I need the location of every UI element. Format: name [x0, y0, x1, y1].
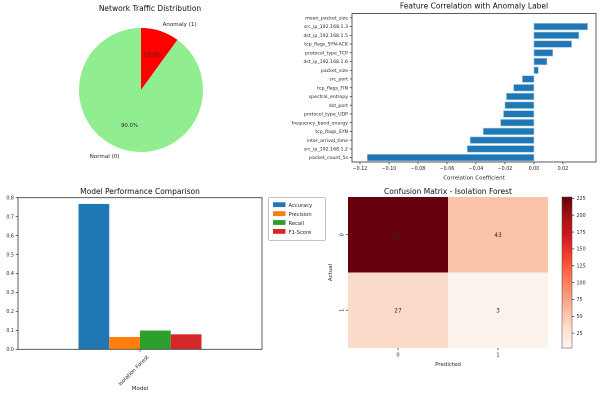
ytick-label: 0.6: [6, 234, 14, 240]
cm-xtick-label: 0: [396, 352, 400, 359]
corr-bar-protocol_type_TCP: [534, 50, 553, 57]
ytick-label-src_ip_192.168.1.2: src_ip_192.168.1.2: [303, 147, 348, 153]
ytick-label-protocol_type_TCP: protocol_type_TCP: [305, 51, 348, 57]
xtick-label: −0.12: [352, 167, 368, 172]
xtick-label: −0.06: [439, 167, 455, 172]
ytick-label-dst_port: dst_port: [328, 103, 348, 109]
xtick-label: −0.08: [410, 167, 426, 172]
legend-label-Recall: Recall: [288, 221, 304, 227]
ytick-label-tcp_flags_SYN-ACK: tcp_flags_SYN-ACK: [304, 42, 348, 48]
cm-xlabel: Predicted: [435, 362, 461, 368]
corr-bar-tcp_flags_SYN-ACK: [534, 41, 572, 48]
ytick-label: 0.0: [6, 348, 14, 353]
ytick-label-tcp_flags_FIN: tcp_flags_FIN: [317, 86, 348, 92]
cm-ylabel: Actual: [328, 263, 334, 282]
perf-title: Model Performance Comparison: [80, 187, 200, 196]
pie-slice-label-0: Anomaly (1): [162, 21, 197, 28]
corr-body: [292, 14, 596, 173]
ytick-label-src_ip_192.168.1.3: src_ip_192.168.1.3: [303, 25, 348, 31]
xtick-label: −0.10: [381, 167, 397, 172]
network-traffic-pie-chart: [0, 0, 300, 185]
pie-slice-1: [79, 28, 203, 152]
ytick-label: 0.2: [6, 310, 14, 316]
colorbar-tick-label: 50: [576, 315, 583, 321]
xtick-label: 0.00: [528, 167, 540, 172]
xtick-label-category: Isolation Forest: [117, 354, 151, 388]
perf-xlabel: Model: [131, 386, 149, 392]
corr-bar-src_port: [522, 76, 534, 83]
perf-bar-F1-Score: [171, 334, 202, 349]
ytick-label-packet_count_5s: packet_count_5s: [308, 156, 348, 162]
ytick-label: 0.1: [6, 329, 14, 335]
colorbar-tick-label: 175: [576, 230, 586, 236]
colorbar-tick-label: 100: [576, 281, 586, 287]
xtick-label: −0.04: [468, 167, 484, 172]
xtick-label: −0.02: [497, 167, 513, 172]
ytick-label-tcp_flags_SYN: tcp_flags_SYN: [315, 130, 348, 136]
ytick-label: 0.5: [6, 253, 14, 259]
ytick-label: 0.7: [6, 215, 14, 221]
ytick-label-spectral_entropy: spectral_entropy: [308, 95, 348, 101]
legend-swatch-F1-Score: [273, 229, 286, 234]
ytick-label-mean_packet_size: mean_packet_size: [305, 16, 348, 22]
ytick-label-src_port: src_port: [329, 77, 348, 83]
ytick-label-inter_arrival_time: inter_arrival_time: [306, 138, 348, 144]
feature-correlation-bar-chart: [291, 0, 602, 185]
corr-bar-tcp_flags_SYN: [483, 128, 534, 135]
legend-label-Accuracy: Accuracy: [288, 203, 313, 210]
corr-xlabel: Correlation Coefficient: [443, 175, 505, 182]
pie-slice-label-1: Normal (0): [89, 153, 120, 160]
colorbar-tick-label: 225: [576, 197, 586, 203]
corr-bar-dst_port: [505, 102, 534, 109]
colorbar-tick-label: 200: [576, 213, 586, 219]
pie-pct-label-1: 90.0%: [120, 123, 139, 130]
confusion-matrix-heatmap: [325, 185, 602, 400]
corr-bar-packet_count_5s: [367, 154, 534, 161]
pie-title: Network Traffic Distribution: [98, 4, 202, 13]
ytick-label-packet_size: packet_size: [320, 68, 348, 74]
cm-cell-value-1-0: 27: [394, 308, 402, 315]
colorbar-tick-label: 75: [576, 298, 583, 304]
perf-bar-Accuracy: [79, 204, 110, 349]
perf-body: [6, 195, 325, 387]
corr-bar-protocol_type_UDP: [504, 111, 534, 118]
corr-bar-src_ip_192.168.1.2: [467, 146, 534, 153]
corr-bar-tcp_flags_FIN: [514, 84, 534, 91]
legend-swatch-Precision: [273, 211, 286, 216]
ytick-label: 0.3: [6, 291, 14, 297]
corr-bar-packet_size: [534, 67, 538, 74]
cm-ytick-label: 0: [339, 233, 346, 237]
legend-label-Precision: Precision: [288, 212, 312, 219]
legend: [269, 198, 326, 241]
xtick-label: 0.02: [557, 167, 569, 172]
corr-title: Feature Correlation with Anomaly Label: [399, 1, 549, 11]
corr-bar-src_ip_192.168.1.3: [534, 23, 588, 30]
ytick-label-dst_ip_192.168.1.6: dst_ip_192.168.1.6: [303, 60, 348, 66]
corr-bar-spectral_entropy: [506, 93, 534, 100]
ytick-label-dst_ip_192.168.1.5: dst_ip_192.168.1.5: [303, 33, 348, 39]
cm-title: Confusion Matrix - Isolation Forest: [384, 187, 512, 196]
ytick-label: 0.8: [6, 196, 14, 202]
corr-bar-dst_ip_192.168.1.5: [534, 32, 579, 39]
ytick-label-frequency_band_energy: frequency_band_energy: [291, 121, 348, 127]
cm-cell-value-1-1: 3: [496, 308, 500, 315]
corr-bar-inter_arrival_time: [470, 137, 534, 144]
cm-ytick-label: 1: [339, 308, 346, 312]
pie-pct-label-0: 10.0%: [143, 52, 162, 59]
ytick-label: 0.4: [6, 272, 14, 278]
pie-body: [79, 22, 203, 160]
corr-bar-frequency_band_energy: [501, 119, 534, 126]
colorbar-tick-label: 125: [576, 264, 586, 270]
perf-bar-Precision: [109, 337, 140, 349]
ytick-label-protocol_type_UDP: protocol_type_UDP: [303, 112, 348, 118]
model-performance-bar-chart: [0, 185, 335, 400]
colorbar-tick-label: 150: [576, 247, 586, 253]
cm-cell-value-0-1: 43: [494, 232, 502, 239]
axes-box: [18, 198, 262, 350]
legend-swatch-Recall: [273, 220, 286, 225]
cm-cell-value-0-0: 227: [392, 232, 404, 239]
colorbar: [562, 197, 572, 348]
cm-xtick-label: 1: [496, 352, 500, 359]
perf-bar-Recall: [140, 331, 171, 350]
legend-label-F1-Score: F1-Score: [288, 229, 312, 236]
corr-bar-dst_ip_192.168.1.6: [534, 58, 547, 65]
legend-swatch-Accuracy: [273, 202, 286, 207]
cm-body: [340, 196, 586, 358]
colorbar-tick-label: 25: [576, 331, 583, 337]
